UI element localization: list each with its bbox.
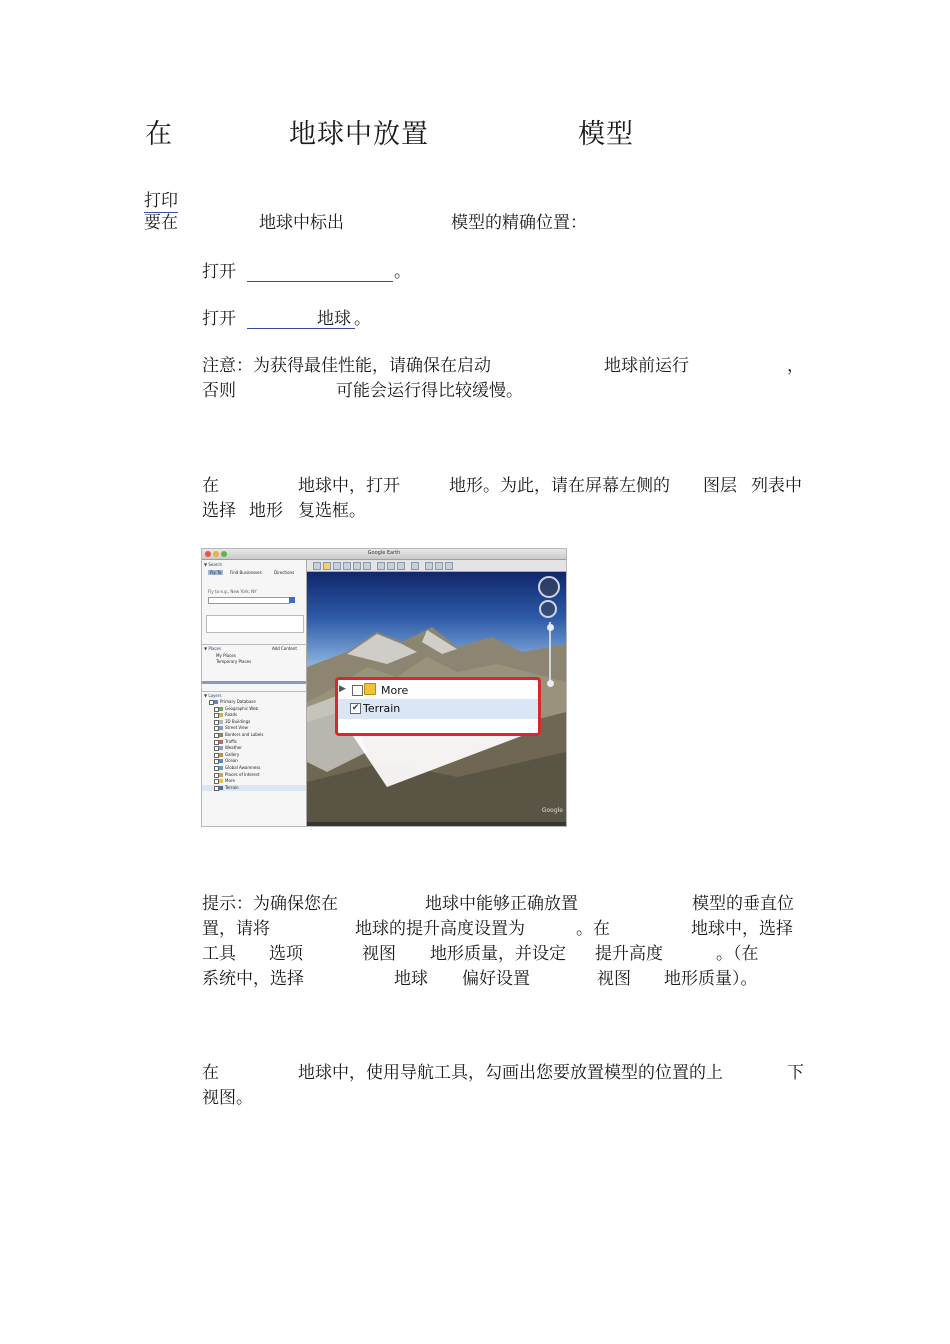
toolbar-overlay-icon xyxy=(353,562,361,570)
zoom-in-icon xyxy=(547,624,554,631)
toolbar-sidebar-icon xyxy=(313,562,321,570)
compass-icon xyxy=(538,576,560,598)
terrain-text-h: 复选框。 xyxy=(298,501,366,521)
tab-find-businesses: Find Businesses xyxy=(230,570,262,575)
layer-icon xyxy=(219,707,223,711)
layer-icon xyxy=(219,773,223,777)
window-titlebar xyxy=(202,549,566,560)
step-1-link[interactable] xyxy=(247,263,393,282)
toolbar-historical-icon xyxy=(377,562,385,570)
layer-row xyxy=(202,765,306,771)
terrain-text-c: 地形。为此，请在屏幕左侧的 xyxy=(449,476,670,496)
layer-icon xyxy=(219,740,223,744)
layer-label: Primary Database xyxy=(220,699,256,704)
google-logo: Google xyxy=(541,807,563,814)
nav-text-d: 视图。 xyxy=(202,1088,253,1108)
layer-row xyxy=(202,719,306,725)
layer-row xyxy=(202,699,306,705)
note-text-e: 可能会运行得比较缓慢。 xyxy=(336,381,523,401)
layers-header: ▼ Layers xyxy=(204,693,222,698)
earth-sidebar xyxy=(202,560,307,826)
note-text-a: 注意：为获得最佳性能，请确保在启动 xyxy=(202,356,491,376)
step-1-suffix: 。 xyxy=(394,262,411,282)
layer-row xyxy=(202,732,306,738)
search-tabs xyxy=(206,569,302,576)
window-title: Google Earth xyxy=(367,550,401,556)
layer-icon xyxy=(219,713,223,717)
tip-l4b: 地球 xyxy=(394,969,428,989)
print-link[interactable]: 打印 xyxy=(144,186,178,213)
places-header: ▼ Places xyxy=(204,646,222,651)
layer-label: More xyxy=(225,778,235,784)
callout-terrain-label: Terrain xyxy=(363,702,401,715)
note-text-d: 否则 xyxy=(202,381,236,401)
layer-row xyxy=(202,712,306,718)
tip-l4e: 地形质量）。 xyxy=(664,969,758,989)
layer-icon xyxy=(219,753,223,757)
tip-l3b: 选项 xyxy=(269,944,303,964)
zoom-out-icon xyxy=(547,680,554,687)
toolbar-print-icon xyxy=(435,562,443,570)
layers-callout xyxy=(335,677,541,736)
layer-row xyxy=(202,725,306,731)
add-content-label: Add Content xyxy=(272,646,297,651)
layer-row xyxy=(202,778,306,784)
layer-row xyxy=(202,745,306,751)
layer-icon xyxy=(219,779,223,783)
earth-toolbar xyxy=(307,560,566,572)
step-2-link-text[interactable]: 地球 xyxy=(317,309,351,329)
layer-icon xyxy=(219,766,223,770)
tip-l3f: 。（在 xyxy=(716,944,759,964)
terrain-text-a: 在 xyxy=(202,476,219,496)
layer-row xyxy=(202,772,306,778)
layer-row xyxy=(202,758,306,764)
tip-l3a: 工具 xyxy=(202,944,236,964)
tip-l3e: 提升高度 xyxy=(595,944,663,964)
terrain-text-e: 列表中 xyxy=(751,476,802,496)
terrain-text-f: 选择 xyxy=(202,501,236,521)
search-results-box xyxy=(206,615,304,633)
places-item-temporary: Temporary Places xyxy=(216,659,252,664)
layer-label: Street View xyxy=(225,725,248,731)
status-bar xyxy=(307,822,566,826)
search-go-icon xyxy=(289,597,295,603)
tab-fly-to: Fly To xyxy=(210,570,222,575)
layer-row xyxy=(202,739,306,745)
layer-label: Places of Interest xyxy=(225,771,260,777)
layer-row xyxy=(202,706,306,712)
note-text-b: 地球前运行 xyxy=(604,356,689,376)
layer-icon xyxy=(219,746,223,750)
toolbar-tour-icon xyxy=(363,562,371,570)
layer-label: Gallery xyxy=(225,751,240,757)
terrain-text-d: 图层 xyxy=(703,476,737,496)
layer-icon xyxy=(219,786,223,790)
layer-label: Traffic xyxy=(225,738,238,744)
panel-divider xyxy=(202,681,306,684)
nav-text-c: 下 xyxy=(787,1063,804,1083)
intro-text-a: 要在 xyxy=(144,213,178,233)
look-control-icon xyxy=(539,600,557,618)
nav-text-a: 在 xyxy=(202,1063,219,1083)
title-part-2: 地球中放置 xyxy=(289,119,429,150)
terrain-checkbox-checked-icon: ✔ xyxy=(351,703,360,713)
tip-l1c: 模型的垂直位 xyxy=(692,894,794,914)
fly-to-label: Fly to e.g., New York, NY xyxy=(208,589,257,594)
toolbar-maps-icon xyxy=(445,562,453,570)
layer-icon xyxy=(219,759,223,763)
layer-label: Roads xyxy=(225,712,238,718)
tip-l4d: 视图 xyxy=(597,969,631,989)
toolbar-planets-icon xyxy=(397,562,405,570)
folder-icon xyxy=(364,683,376,695)
places-item-my-places: My Places xyxy=(216,653,236,658)
layer-label: Ocean xyxy=(225,758,238,764)
toolbar-polygon-icon xyxy=(333,562,341,570)
note-text-c: ， xyxy=(787,356,804,376)
intro-text-b: 地球中标出 xyxy=(259,213,344,233)
layer-icon xyxy=(219,733,223,737)
title-part-1: 在 xyxy=(145,119,173,150)
toolbar-ruler-icon xyxy=(411,562,419,570)
layer-row xyxy=(202,752,306,758)
more-checkbox xyxy=(352,685,363,696)
tip-l2c: 。在 xyxy=(576,919,610,939)
toolbar-email-icon xyxy=(425,562,433,570)
tip-l3c: 视图 xyxy=(362,944,396,964)
zoom-slider xyxy=(549,622,551,682)
toolbar-sun-icon xyxy=(387,562,395,570)
tip-l1a: 提示：为确保您在 xyxy=(202,894,338,914)
terrain-text-g: 地形 xyxy=(249,501,283,521)
layer-icon xyxy=(219,726,223,730)
callout-row-terrain xyxy=(338,699,538,719)
tip-l2a: 置，请将 xyxy=(202,919,270,939)
fly-to-input xyxy=(208,597,290,604)
step-2-suffix: 。 xyxy=(354,309,371,329)
tip-l3d: 地形质量，并设定 xyxy=(430,944,566,964)
title-part-3: 模型 xyxy=(578,119,634,150)
nav-text-b: 地球中，使用导航工具，勾画出您要放置模型的位置的上 xyxy=(298,1063,723,1083)
step-2-prefix: 打开 xyxy=(202,309,236,329)
terrain-text-b: 地球中，打开 xyxy=(298,476,400,496)
layer-label: Terrain xyxy=(225,784,239,790)
step-1-prefix: 打开 xyxy=(202,262,236,282)
expand-arrow-icon: ▶ xyxy=(339,684,346,694)
layer-row xyxy=(202,785,306,791)
tip-l4a: 系统中，选择 xyxy=(202,969,304,989)
tip-l4c: 偏好设置 xyxy=(462,969,530,989)
google-earth-screenshot xyxy=(201,548,567,827)
tip-l1b: 地球中能够正确放置 xyxy=(425,894,578,914)
callout-more-label: More xyxy=(381,684,409,697)
layer-label: Geographic Web xyxy=(225,705,259,711)
layer-label: Global Awareness xyxy=(225,765,261,770)
layer-label: Borders and Labels xyxy=(225,732,264,737)
layer-icon xyxy=(214,700,218,704)
toolbar-path-icon xyxy=(343,562,351,570)
tab-directions: Directions xyxy=(274,570,295,575)
tip-l2b: 地球的提升高度设置为 xyxy=(355,919,525,939)
intro-text-c: 模型的精确位置： xyxy=(451,213,587,233)
search-header: ▼ Search xyxy=(204,562,223,567)
tip-l2d: 地球中，选择 xyxy=(691,919,793,939)
toolbar-placemark-icon xyxy=(323,562,331,570)
layer-icon xyxy=(219,720,223,724)
layer-label: 3D Buildings xyxy=(225,718,251,724)
layer-label: Weather xyxy=(225,745,242,751)
